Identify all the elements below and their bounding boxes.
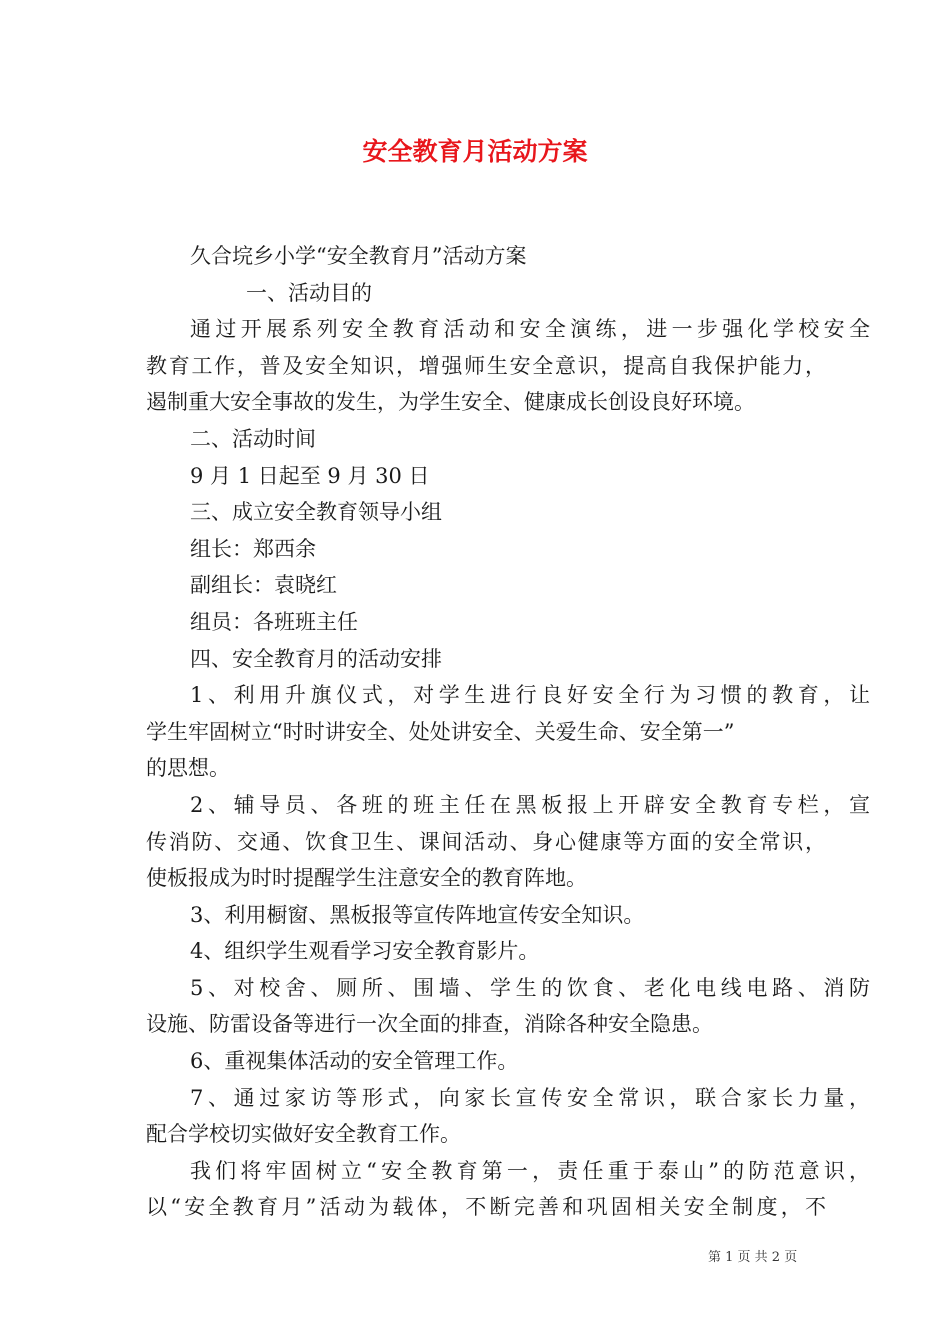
paragraph-line: 配合学校切实做好安全教育工作。 bbox=[146, 1122, 461, 1147]
group-leader: 组长：郑西余 bbox=[190, 536, 316, 561]
paragraph-line: 通过开展系列安全教育活动和安全演练，进一步强化学校安全 bbox=[190, 317, 870, 342]
paragraph-line: 以“安全教育月”活动为载体，不断完善和巩固相关安全制度，不 bbox=[146, 1195, 826, 1220]
section-heading-purpose: 一、活动目的 bbox=[246, 280, 372, 305]
paragraph-line: 设施、防雷设备等进行一次全面的排查，消除各种安全隐患。 bbox=[146, 1012, 713, 1037]
section-heading-leadership: 三、成立安全教育领导小组 bbox=[190, 500, 442, 525]
arrangement-item-3: 3、利用橱窗、黑板报等宣传阵地宣传安全知识。 bbox=[190, 902, 645, 927]
section-heading-arrangements: 四、安全教育月的活动安排 bbox=[190, 646, 442, 671]
document-title: 安全教育月活动方案 bbox=[362, 137, 588, 166]
arrangement-item-5: 5、对校舍、厕所、围墙、学生的饮食、老化电线电路、消防 bbox=[190, 975, 870, 1000]
arrangement-item-6: 6、重视集体活动的安全管理工作。 bbox=[190, 1049, 519, 1074]
arrangement-item-1: 1、利用升旗仪式，对学生进行良好安全行为习惯的教育，让 bbox=[190, 683, 870, 708]
paragraph-line: 教育工作，普及安全知识，增强师生安全意识，提高自我保护能力， bbox=[146, 353, 826, 378]
arrangement-item-4: 4、组织学生观看学习安全教育影片。 bbox=[190, 939, 540, 964]
paragraph-line: 的思想。 bbox=[146, 756, 230, 781]
school-plan-heading: 久合垸乡小学“安全教育月”活动方案 bbox=[190, 244, 527, 268]
document-body bbox=[146, 238, 870, 1226]
arrangement-item-7: 7、通过家访等形式，向家长宣传安全常识，联合家长力量， bbox=[190, 1085, 870, 1110]
activity-date-range: 9 月 1 日起至 9 月 30 日 bbox=[190, 463, 430, 488]
arrangement-item-2: 2、辅导员、各班的班主任在黑板报上开辟安全教育专栏，宣 bbox=[190, 792, 870, 817]
deputy-group-leader: 副组长：袁晓红 bbox=[190, 573, 337, 598]
group-members: 组员：各班班主任 bbox=[190, 609, 358, 634]
page-number-indicator: 第 1 页 共 2 页 bbox=[708, 1250, 798, 1265]
closing-paragraph: 我们将牢固树立“安全教育第一，责任重于泰山”的防范意识， bbox=[190, 1158, 870, 1183]
paragraph-line: 使板报成为时时提醒学生注意安全的教育阵地。 bbox=[146, 866, 587, 891]
paragraph-line: 传消防、交通、饮食卫生、课间活动、身心健康等方面的安全常识， bbox=[146, 829, 826, 854]
section-heading-time: 二、活动时间 bbox=[190, 426, 316, 451]
paragraph-line: 遏制重大安全事故的发生，为学生安全、健康成长创设良好环境。 bbox=[146, 390, 755, 415]
paragraph-line: 学生牢固树立“时时讲安全、处处讲安全、关爱生命、安全第一” bbox=[146, 719, 735, 744]
